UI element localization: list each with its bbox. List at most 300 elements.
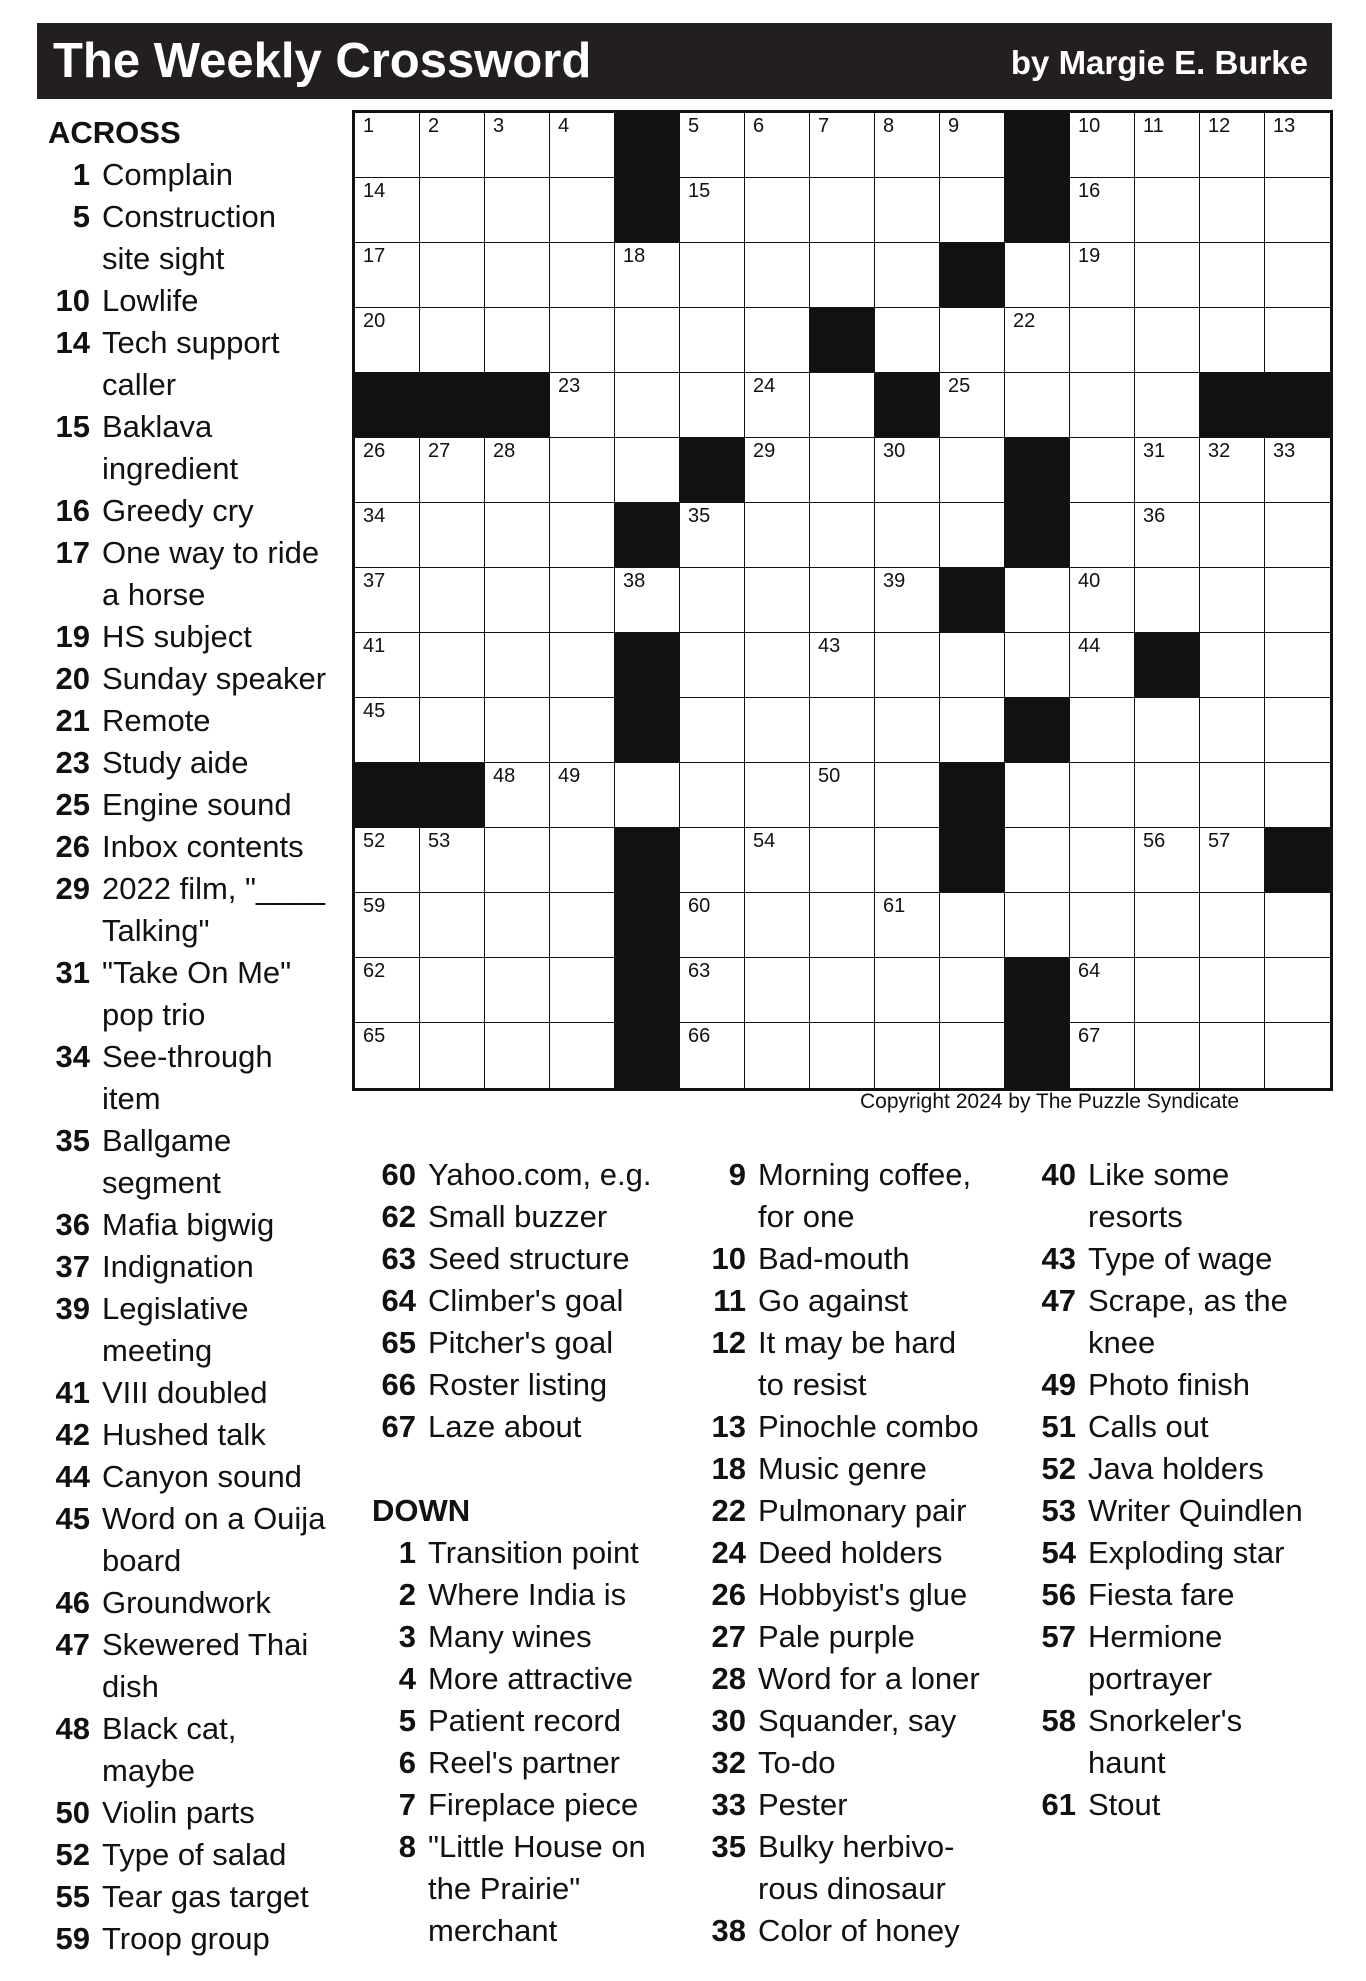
- grid-cell[interactable]: [1265, 763, 1330, 828]
- grid-cell[interactable]: [940, 633, 1005, 698]
- grid-cell[interactable]: [1135, 308, 1200, 373]
- clue-number: 37: [55, 1249, 90, 1284]
- clue-text: [428, 1658, 702, 1700]
- clue-text-line: site sight: [102, 241, 225, 276]
- grid-cell[interactable]: [1005, 633, 1070, 698]
- cell-number: 13: [1273, 115, 1296, 137]
- grid-cell[interactable]: [615, 438, 680, 503]
- cell-number: 7: [818, 115, 830, 137]
- grid-cell[interactable]: [810, 438, 875, 503]
- grid-block: [1005, 958, 1070, 1023]
- cell-number: 54: [753, 830, 776, 852]
- grid-cell[interactable]: [810, 243, 875, 308]
- clue-number: 7: [398, 1787, 416, 1822]
- clue-number: 40: [1041, 1157, 1076, 1192]
- grid-cell[interactable]: [1265, 438, 1330, 503]
- grid-cell[interactable]: [680, 633, 745, 698]
- grid-cell[interactable]: [420, 828, 485, 893]
- clue-item: [48, 784, 348, 826]
- grid-block: [1265, 828, 1330, 893]
- grid-cell[interactable]: [485, 828, 550, 893]
- grid-cell[interactable]: [745, 698, 810, 763]
- grid-cell[interactable]: [680, 958, 745, 1023]
- clue-number: 42: [55, 1417, 90, 1452]
- clue-text: [1088, 1700, 1332, 1784]
- grid-cell[interactable]: [875, 308, 940, 373]
- clue-item: [702, 1910, 1032, 1952]
- grid-cell[interactable]: [355, 698, 420, 763]
- clue-number: 34: [55, 1039, 90, 1074]
- clue-text-line: Pitcher's goal: [428, 1325, 614, 1360]
- grid-cell[interactable]: [875, 633, 940, 698]
- clue-text-line: Climber's goal: [428, 1283, 624, 1318]
- clue-item: [48, 1792, 348, 1834]
- clue-text-line: Tech support: [102, 325, 280, 360]
- clue-number: 12: [711, 1325, 746, 1360]
- grid-block: [355, 373, 420, 438]
- grid-cell[interactable]: [680, 1023, 745, 1088]
- grid-cell[interactable]: [615, 308, 680, 373]
- grid-cell[interactable]: [745, 958, 810, 1023]
- grid-cell[interactable]: [485, 568, 550, 633]
- grid-cell[interactable]: [615, 243, 680, 308]
- grid-cell[interactable]: [940, 958, 1005, 1023]
- grid-cell[interactable]: [355, 438, 420, 503]
- clue-text-line: Photo finish: [1088, 1367, 1250, 1402]
- grid-cell[interactable]: [1070, 958, 1135, 1023]
- grid-cell[interactable]: [355, 503, 420, 568]
- grid-cell[interactable]: [1005, 373, 1070, 438]
- grid-cell[interactable]: [810, 763, 875, 828]
- cell-number: 35: [688, 505, 711, 527]
- grid-cell[interactable]: [420, 178, 485, 243]
- grid-cell[interactable]: [940, 113, 1005, 178]
- grid-cell[interactable]: [615, 373, 680, 438]
- grid-cell[interactable]: [1135, 893, 1200, 958]
- grid-cell[interactable]: [875, 1023, 940, 1088]
- grid-cell[interactable]: [1200, 828, 1265, 893]
- grid-cell[interactable]: [1005, 568, 1070, 633]
- grid-cell[interactable]: [940, 503, 1005, 568]
- grid-cell[interactable]: [680, 113, 745, 178]
- grid-block: [1135, 633, 1200, 698]
- grid-cell[interactable]: [875, 893, 940, 958]
- clue-text: [428, 1532, 702, 1574]
- grid-cell[interactable]: [355, 893, 420, 958]
- clue-item: [702, 1574, 1032, 1616]
- clue-number: 19: [55, 619, 90, 654]
- clue-number: 35: [711, 1829, 746, 1864]
- grid-cell[interactable]: [355, 113, 420, 178]
- grid-cell[interactable]: [550, 763, 615, 828]
- grid-cell[interactable]: [940, 1023, 1005, 1088]
- grid-block: [615, 893, 680, 958]
- grid-cell[interactable]: [420, 503, 485, 568]
- grid-cell[interactable]: [680, 243, 745, 308]
- grid-cell[interactable]: [1070, 633, 1135, 698]
- clue-number: 66: [381, 1367, 416, 1402]
- clue-item: [48, 1834, 348, 1876]
- grid-cell[interactable]: [1200, 1023, 1265, 1088]
- grid-cell[interactable]: [680, 763, 745, 828]
- clue-number: 55: [55, 1879, 90, 1914]
- grid-cell[interactable]: [1135, 438, 1200, 503]
- grid-cell[interactable]: [420, 568, 485, 633]
- clue-item: [372, 1826, 702, 1952]
- clue-text: [1088, 1280, 1332, 1364]
- grid-cell[interactable]: [485, 308, 550, 373]
- clue-number: 3: [398, 1619, 416, 1654]
- grid-cell[interactable]: [615, 568, 680, 633]
- grid-cell[interactable]: [1070, 1023, 1135, 1088]
- grid-cell[interactable]: [810, 113, 875, 178]
- clue-text-line: Go against: [758, 1283, 908, 1318]
- grid-cell[interactable]: [355, 568, 420, 633]
- clue-text: [758, 1616, 1032, 1658]
- clue-text: [102, 1372, 348, 1414]
- grid-cell[interactable]: [680, 308, 745, 373]
- grid-cell[interactable]: [1070, 308, 1135, 373]
- clue-text-line: See-through: [102, 1039, 273, 1074]
- clue-text: [428, 1826, 702, 1952]
- grid-block: [940, 568, 1005, 633]
- grid-cell[interactable]: [485, 1023, 550, 1088]
- grid-cell[interactable]: [1135, 243, 1200, 308]
- clue-text-line: Reel's partner: [428, 1745, 621, 1780]
- grid-cell[interactable]: [875, 503, 940, 568]
- grid-block: [615, 828, 680, 893]
- grid-cell[interactable]: [1200, 178, 1265, 243]
- grid-cell[interactable]: [355, 178, 420, 243]
- grid-cell[interactable]: [745, 893, 810, 958]
- grid-cell[interactable]: [745, 1023, 810, 1088]
- clue-text: [1088, 1532, 1332, 1574]
- author-byline: by Margie E. Burke: [1010, 44, 1308, 81]
- clue-text: [102, 742, 348, 784]
- grid-cell[interactable]: [550, 243, 615, 308]
- grid-cell[interactable]: [940, 438, 1005, 503]
- clue-item: [48, 952, 348, 1036]
- grid-cell[interactable]: [550, 373, 615, 438]
- grid-cell[interactable]: [1265, 1023, 1330, 1088]
- clue-text: [102, 826, 348, 868]
- grid-cell[interactable]: [355, 308, 420, 373]
- grid-block: [1005, 1023, 1070, 1088]
- grid-cell[interactable]: [1070, 568, 1135, 633]
- grid-cell[interactable]: [1070, 893, 1135, 958]
- grid-cell[interactable]: [810, 178, 875, 243]
- clue-text-line: merchant: [428, 1913, 558, 1948]
- grid-cell[interactable]: [420, 698, 485, 763]
- grid-cell[interactable]: [1200, 698, 1265, 763]
- clue-item: [48, 1498, 348, 1582]
- clue-item: [372, 1574, 702, 1616]
- cell-number: 29: [753, 440, 776, 462]
- cell-number: 57: [1208, 830, 1231, 852]
- grid-cell[interactable]: [1070, 373, 1135, 438]
- grid-cell[interactable]: [485, 178, 550, 243]
- grid-cell[interactable]: [485, 503, 550, 568]
- cell-number: 16: [1078, 180, 1101, 202]
- grid-cell[interactable]: [1070, 438, 1135, 503]
- grid-cell[interactable]: [875, 243, 940, 308]
- grid-cell[interactable]: [745, 438, 810, 503]
- grid-cell[interactable]: [1135, 763, 1200, 828]
- grid-cell[interactable]: [1070, 698, 1135, 763]
- grid-cell[interactable]: [1265, 503, 1330, 568]
- clue-text-line: Greedy cry: [102, 493, 254, 528]
- grid-cell[interactable]: [940, 178, 1005, 243]
- clue-item: [48, 1876, 348, 1918]
- grid-cell[interactable]: [1005, 243, 1070, 308]
- grid-cell[interactable]: [875, 568, 940, 633]
- grid-cell[interactable]: [355, 243, 420, 308]
- clue-text: [102, 1918, 348, 1960]
- grid-cell[interactable]: [680, 893, 745, 958]
- grid-cell[interactable]: [875, 763, 940, 828]
- grid-cell[interactable]: [745, 113, 810, 178]
- clue-text-line: dish: [102, 1669, 159, 1704]
- grid-cell[interactable]: [745, 243, 810, 308]
- cell-number: 41: [363, 635, 386, 657]
- grid-cell[interactable]: [810, 828, 875, 893]
- clue-item: [48, 1204, 348, 1246]
- clue-item: [48, 1708, 348, 1792]
- grid-cell[interactable]: [550, 698, 615, 763]
- grid-cell[interactable]: [680, 503, 745, 568]
- grid-cell[interactable]: [485, 633, 550, 698]
- grid-cell[interactable]: [1005, 308, 1070, 373]
- grid-cell[interactable]: [1265, 178, 1330, 243]
- grid-cell[interactable]: [875, 958, 940, 1023]
- grid-cell[interactable]: [810, 373, 875, 438]
- grid-cell[interactable]: [420, 633, 485, 698]
- grid-cell[interactable]: [1200, 568, 1265, 633]
- grid-cell[interactable]: [745, 633, 810, 698]
- grid-cell[interactable]: [1200, 958, 1265, 1023]
- grid-cell[interactable]: [1070, 178, 1135, 243]
- grid-cell[interactable]: [810, 503, 875, 568]
- grid-cell[interactable]: [1200, 893, 1265, 958]
- grid-cell[interactable]: [745, 763, 810, 828]
- clue-text-line: for one: [758, 1199, 855, 1234]
- grid-cell[interactable]: [810, 958, 875, 1023]
- clue-item: [48, 1582, 348, 1624]
- grid-cell[interactable]: [875, 178, 940, 243]
- grid-cell[interactable]: [1005, 893, 1070, 958]
- grid-cell[interactable]: [940, 698, 1005, 763]
- grid-cell[interactable]: [1265, 893, 1330, 958]
- grid-cell[interactable]: [485, 438, 550, 503]
- grid-cell[interactable]: [550, 958, 615, 1023]
- grid-cell[interactable]: [1135, 698, 1200, 763]
- grid-cell[interactable]: [745, 373, 810, 438]
- grid-cell[interactable]: [550, 503, 615, 568]
- clue-number: 52: [55, 1837, 90, 1872]
- grid-cell[interactable]: [550, 633, 615, 698]
- grid-cell[interactable]: [940, 373, 1005, 438]
- grid-cell[interactable]: [1200, 503, 1265, 568]
- grid-cell[interactable]: [1070, 243, 1135, 308]
- grid-cell[interactable]: [485, 698, 550, 763]
- grid-cell[interactable]: [550, 178, 615, 243]
- grid-cell[interactable]: [680, 568, 745, 633]
- cell-number: 38: [623, 570, 646, 592]
- grid-cell[interactable]: [1070, 828, 1135, 893]
- grid-cell[interactable]: [1070, 763, 1135, 828]
- clue-text: [428, 1784, 702, 1826]
- grid-cell[interactable]: [1135, 828, 1200, 893]
- grid-cell[interactable]: [1265, 698, 1330, 763]
- grid-cell[interactable]: [420, 243, 485, 308]
- grid-cell[interactable]: [485, 958, 550, 1023]
- grid-cell[interactable]: [1265, 958, 1330, 1023]
- grid-cell[interactable]: [355, 958, 420, 1023]
- grid-cell[interactable]: [1265, 633, 1330, 698]
- grid-cell[interactable]: [1265, 568, 1330, 633]
- clue-text-line: Seed structure: [428, 1241, 630, 1276]
- clue-text-line: rous dinosaur: [758, 1871, 946, 1906]
- grid-cell[interactable]: [1135, 503, 1200, 568]
- grid-cell[interactable]: [1135, 373, 1200, 438]
- grid-cell[interactable]: [875, 113, 940, 178]
- cell-number: 56: [1143, 830, 1166, 852]
- clue-text-line: Calls out: [1088, 1409, 1209, 1444]
- grid-cell[interactable]: [355, 1023, 420, 1088]
- clue-item: [702, 1658, 1032, 1700]
- cell-number: 32: [1208, 440, 1231, 462]
- grid-cell[interactable]: [1200, 438, 1265, 503]
- clue-item: [372, 1322, 702, 1364]
- clue-text: [102, 658, 348, 700]
- grid-cell[interactable]: [1265, 243, 1330, 308]
- clue-number: 2: [398, 1577, 416, 1612]
- clue-item: [48, 532, 348, 616]
- grid-cell[interactable]: [485, 763, 550, 828]
- grid-cell[interactable]: [875, 828, 940, 893]
- clue-text: [102, 406, 348, 490]
- grid-cell[interactable]: [810, 893, 875, 958]
- clue-text-line: "Little House on: [428, 1829, 646, 1864]
- grid-cell[interactable]: [680, 373, 745, 438]
- grid-cell[interactable]: [485, 243, 550, 308]
- clue-number: 53: [1041, 1493, 1076, 1528]
- cell-number: 2: [428, 115, 440, 137]
- grid-cell[interactable]: [1200, 113, 1265, 178]
- grid-cell[interactable]: [1200, 763, 1265, 828]
- clue-text-line: meeting: [102, 1333, 213, 1368]
- grid-cell[interactable]: [940, 308, 1005, 373]
- grid-cell[interactable]: [550, 1023, 615, 1088]
- grid-cell[interactable]: [550, 308, 615, 373]
- clue-item: [1032, 1532, 1332, 1574]
- grid-cell[interactable]: [615, 763, 680, 828]
- grid-cell[interactable]: [1200, 633, 1265, 698]
- grid-cell[interactable]: [420, 958, 485, 1023]
- grid-cell[interactable]: [1135, 113, 1200, 178]
- grid-cell[interactable]: [1265, 308, 1330, 373]
- grid-cell[interactable]: [1135, 958, 1200, 1023]
- clue-text: [428, 1364, 702, 1406]
- grid-block: [940, 828, 1005, 893]
- grid-cell[interactable]: [1200, 308, 1265, 373]
- grid-cell[interactable]: [485, 893, 550, 958]
- grid-cell[interactable]: [875, 438, 940, 503]
- clue-text-line: Talking": [102, 913, 210, 948]
- clue-text-line: caller: [102, 367, 177, 402]
- grid-cell[interactable]: [1135, 1023, 1200, 1088]
- grid-cell[interactable]: [420, 1023, 485, 1088]
- grid-cell[interactable]: [550, 828, 615, 893]
- grid-cell[interactable]: [680, 698, 745, 763]
- grid-cell[interactable]: [550, 113, 615, 178]
- clue-text: [758, 1448, 1032, 1490]
- clue-number: 54: [1041, 1535, 1076, 1570]
- clue-number: 59: [55, 1921, 90, 1956]
- grid-cell[interactable]: [680, 178, 745, 243]
- grid-cell[interactable]: [810, 1023, 875, 1088]
- clue-text-line: Remote: [102, 703, 211, 738]
- grid-cell[interactable]: [1070, 113, 1135, 178]
- grid-cell[interactable]: [810, 568, 875, 633]
- grid-cell[interactable]: [810, 698, 875, 763]
- clue-item: [48, 406, 348, 490]
- grid-cell[interactable]: [550, 438, 615, 503]
- clue-text: [428, 1280, 702, 1322]
- clue-text: [428, 1700, 702, 1742]
- grid-cell[interactable]: [420, 893, 485, 958]
- grid-cell[interactable]: [420, 113, 485, 178]
- grid-cell[interactable]: [745, 308, 810, 373]
- grid-cell[interactable]: [745, 178, 810, 243]
- grid-cell[interactable]: [550, 568, 615, 633]
- clue-item: [1032, 1784, 1332, 1826]
- grid-cell[interactable]: [940, 893, 1005, 958]
- clue-number: 33: [711, 1787, 746, 1822]
- grid-cell[interactable]: [745, 828, 810, 893]
- grid-cell[interactable]: [1070, 503, 1135, 568]
- grid-cell[interactable]: [420, 308, 485, 373]
- grid-cell[interactable]: [1135, 178, 1200, 243]
- grid-cell[interactable]: [745, 568, 810, 633]
- grid-cell[interactable]: [355, 633, 420, 698]
- clue-number: 10: [55, 283, 90, 318]
- clue-number: 5: [398, 1703, 416, 1738]
- clue-number: 44: [55, 1459, 90, 1494]
- grid-cell[interactable]: [420, 438, 485, 503]
- clue-text-line: Word on a Ouija: [102, 1501, 326, 1536]
- clue-text: [758, 1574, 1032, 1616]
- grid-cell[interactable]: [680, 828, 745, 893]
- clue-number: 1: [398, 1535, 416, 1570]
- clue-number: 52: [1041, 1451, 1076, 1486]
- grid-cell[interactable]: [745, 503, 810, 568]
- grid-cell[interactable]: [1265, 113, 1330, 178]
- grid-cell[interactable]: [550, 893, 615, 958]
- grid-cell[interactable]: [875, 698, 940, 763]
- clue-number: 35: [55, 1123, 90, 1158]
- grid-cell[interactable]: [1200, 243, 1265, 308]
- grid-cell[interactable]: [1005, 828, 1070, 893]
- grid-cell[interactable]: [355, 828, 420, 893]
- clue-text: [428, 1154, 702, 1196]
- clue-number: 60: [381, 1157, 416, 1192]
- grid-cell[interactable]: [485, 113, 550, 178]
- grid-cell[interactable]: [1005, 763, 1070, 828]
- grid-cell[interactable]: [1135, 568, 1200, 633]
- clue-text-line: Tear gas target: [102, 1879, 309, 1914]
- grid-cell[interactable]: [810, 633, 875, 698]
